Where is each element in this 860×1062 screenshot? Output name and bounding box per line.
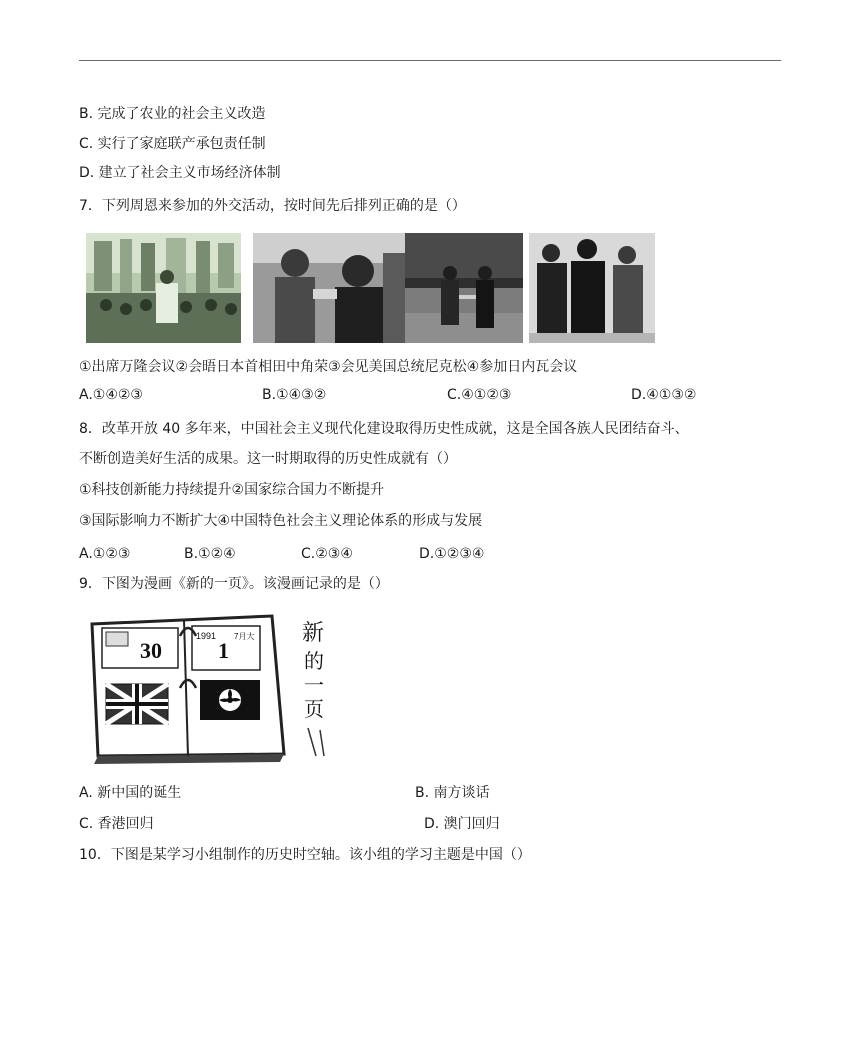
- q8-option-c[interactable]: C.②③④: [301, 546, 353, 562]
- q7-option-a[interactable]: A.①④②③: [79, 387, 143, 403]
- header-rule: [79, 60, 781, 61]
- cartoon-new-page: [84, 606, 346, 766]
- q8-option-a[interactable]: A.①②③: [79, 546, 131, 562]
- q10-stem: 10．下图是某学习小组制作的历史时空轴。该小组的学习主题是中国（）: [79, 847, 531, 863]
- q8-stem-line-2: 不断创造美好生活的成果。这一时期取得的历史性成就有（）: [79, 451, 457, 467]
- q7-option-b[interactable]: B.①④③②: [262, 387, 327, 403]
- q7-option-c[interactable]: C.④①②③: [447, 387, 512, 403]
- q9-option-c[interactable]: C. 香港回归: [79, 816, 154, 832]
- q6-option-d[interactable]: D. 建立了社会主义市场经济体制: [79, 165, 281, 181]
- cartoon-left-date: 30: [140, 638, 162, 663]
- q8-items-line-1: ①科技创新能力持续提升②国家综合国力不断提升: [79, 482, 385, 498]
- cartoon-title-char-2: 的: [304, 649, 324, 673]
- cartoon-right-month: 7月大: [234, 632, 255, 641]
- photo-meeting-tanaka: [253, 233, 405, 343]
- q8-option-b[interactable]: B.①②④: [184, 546, 236, 562]
- cartoon-right-date: 1: [218, 638, 229, 663]
- q7-caption: ①出席万隆会议②会晤日本首相田中角荣③会见美国总统尼克松④参加日内瓦会议: [79, 359, 578, 375]
- q8-stem-line-1: 8．改革开放 40 多年来，中国社会主义现代化建设取得历史性成就，这是全国各族人民团结奋斗、: [79, 421, 689, 437]
- q8-items-line-2: ③国际影响力不断扩大④中国特色社会主义理论体系的形成与发展: [79, 513, 483, 529]
- q8-option-d[interactable]: D.①②③④: [419, 546, 485, 562]
- q6-option-b[interactable]: B. 完成了农业的社会主义改造: [79, 106, 266, 122]
- cartoon-signature: [308, 728, 324, 756]
- photo-geneva-conference: [529, 233, 655, 343]
- q7-stem: 7．下列周恩来参加的外交活动，按时间先后排列正确的是（）: [79, 198, 466, 214]
- cartoon-title-char-4: 页: [304, 697, 324, 721]
- cartoon-right-year: 1991: [196, 631, 217, 641]
- q9-option-b[interactable]: B. 南方谈话: [415, 785, 490, 801]
- q9-option-d[interactable]: D. 澳门回归: [424, 816, 500, 832]
- cartoon-title-char-3: 一: [304, 673, 324, 697]
- q9-option-a[interactable]: A. 新中国的诞生: [79, 785, 182, 801]
- photo-bandung-conference: [86, 233, 241, 343]
- q6-option-c[interactable]: C. 实行了家庭联产承包责任制: [79, 136, 266, 152]
- q7-option-d[interactable]: D.④①③②: [631, 387, 697, 403]
- photo-meeting-nixon: [405, 233, 523, 343]
- q9-stem: 9．下图为漫画《新的一页》。该漫画记录的是（）: [79, 576, 389, 592]
- cartoon-title-char-1: 新: [302, 621, 325, 646]
